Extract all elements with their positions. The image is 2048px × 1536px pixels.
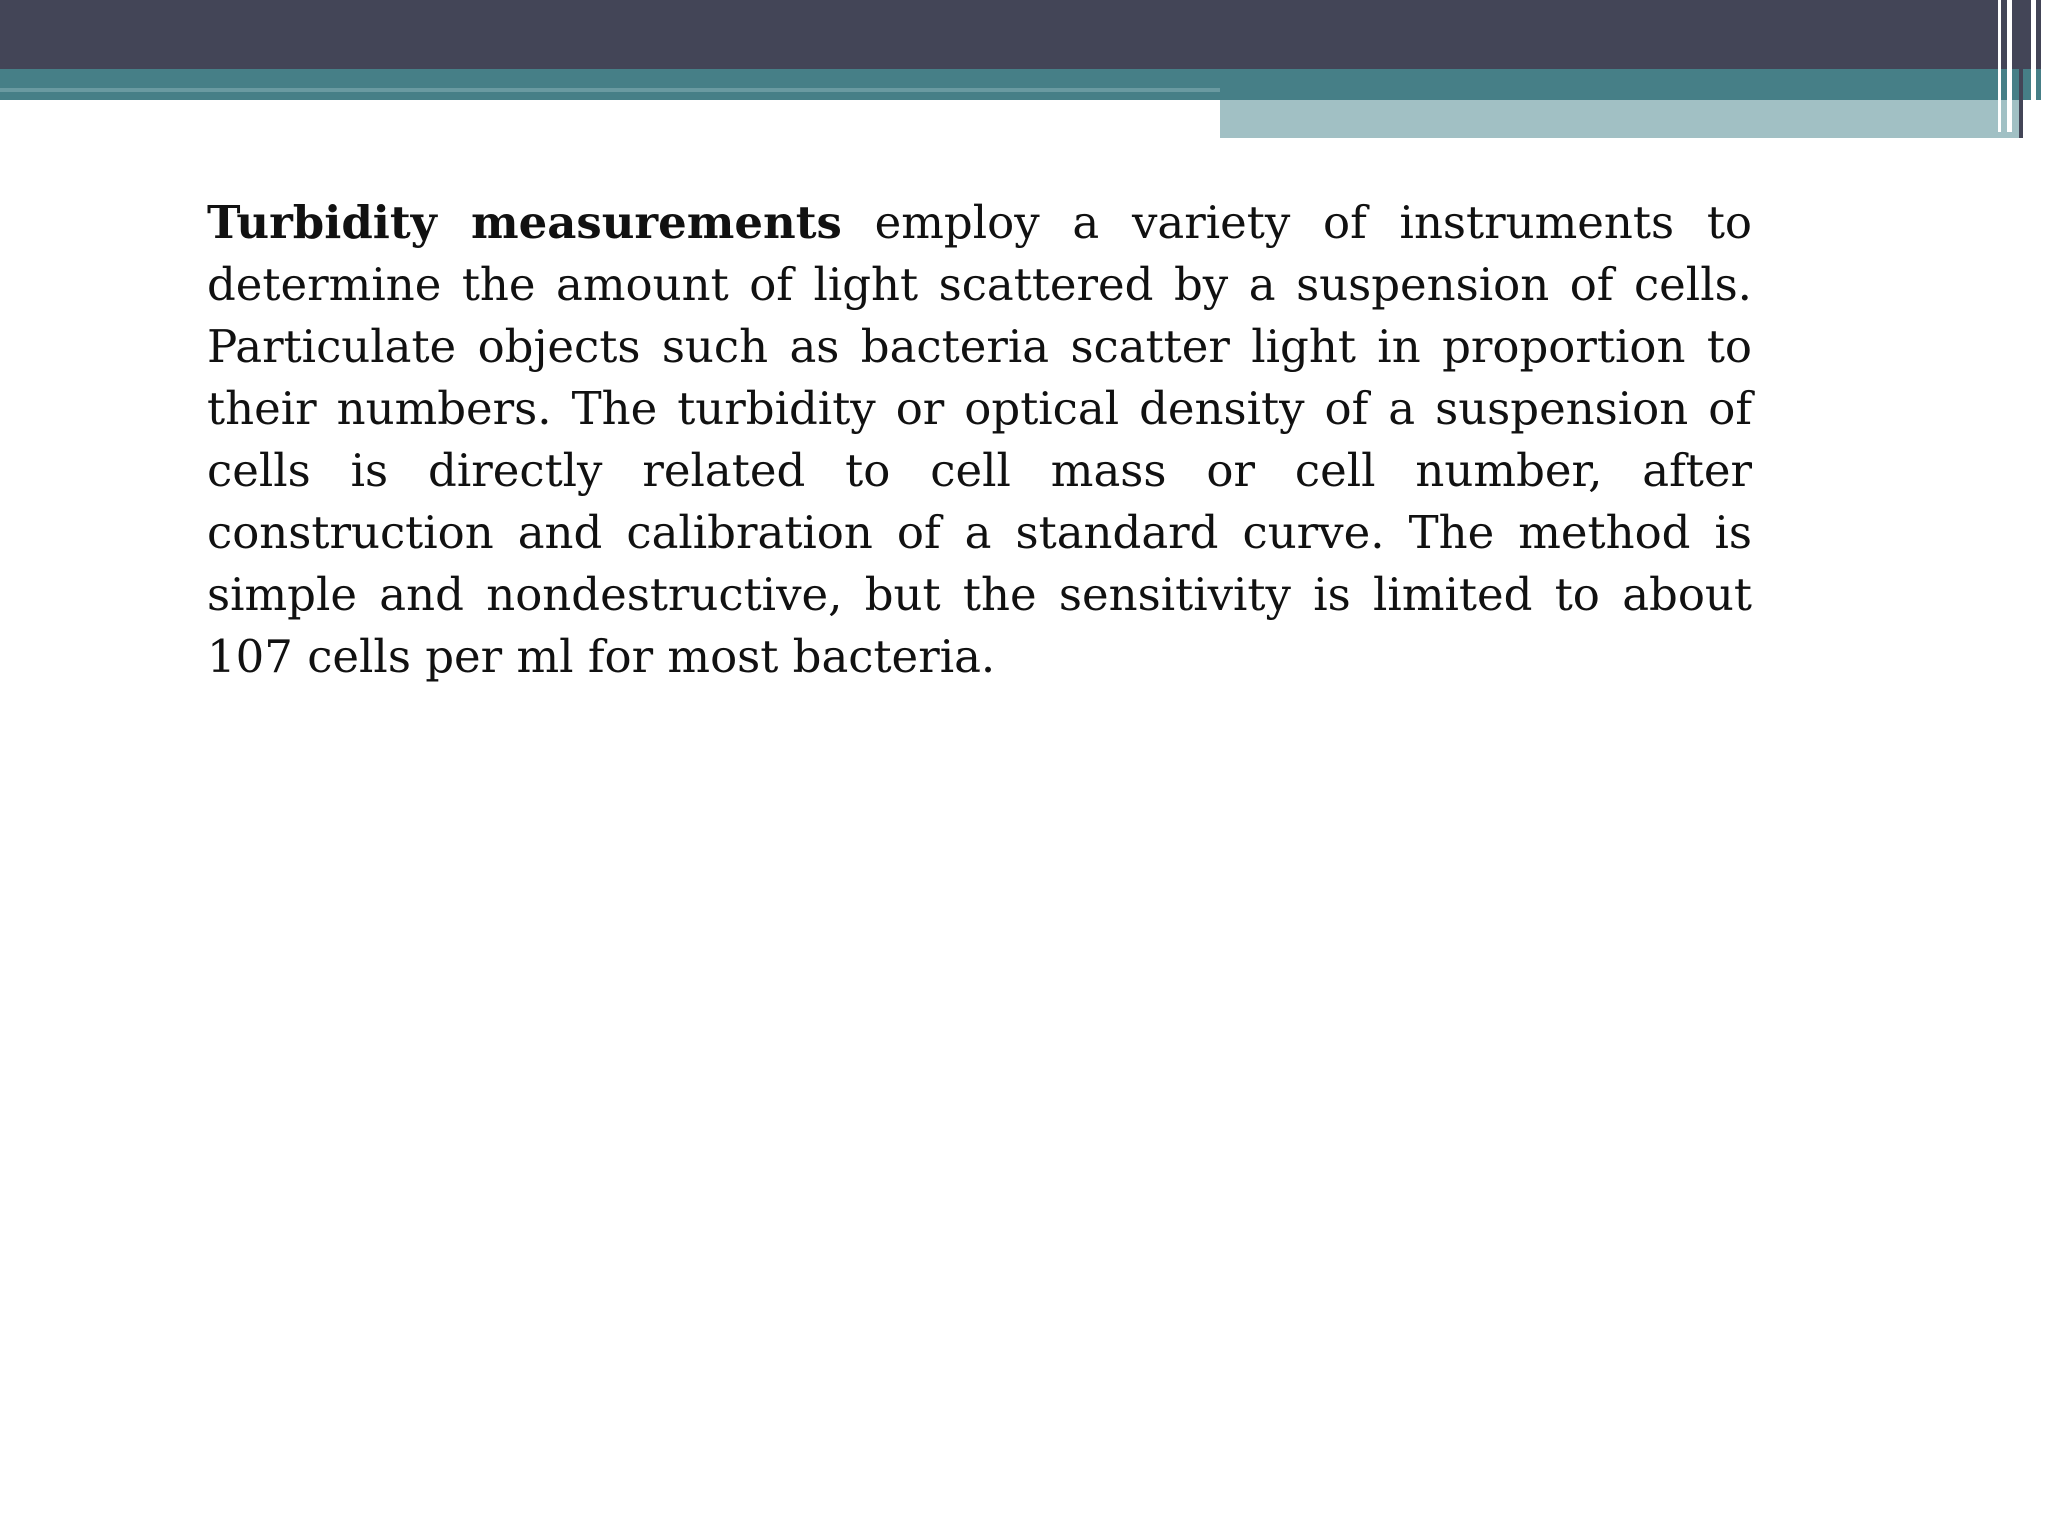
header-stripe xyxy=(2007,0,2012,132)
header-stripe xyxy=(1998,0,2001,132)
header-dark-band xyxy=(0,0,2048,69)
header-stripe xyxy=(2019,0,2023,138)
body-paragraph xyxy=(207,192,1752,688)
header-stripe xyxy=(2041,0,2048,138)
header-teal-band xyxy=(0,69,2048,100)
paragraph-text: employ a variety of instruments to determine the amount of light scattered by a suspension of cells. Particulate objects such as bacteria scatter light in proportion to their numbers. The turbidity or optical density of a suspension of cells is directly related to cell mass or cell number, after construction and calibration of a standard curve. The method is simple and nondestructive, but the sensitivity is limited to about 107 cells per ml for most bacteria. xyxy=(207,196,1752,683)
header-teal-accent-line xyxy=(0,88,1220,92)
bold-lead-text: Turbidity measurements xyxy=(207,196,842,249)
header-stripe xyxy=(2031,0,2036,138)
header-light-band xyxy=(1220,100,2020,138)
